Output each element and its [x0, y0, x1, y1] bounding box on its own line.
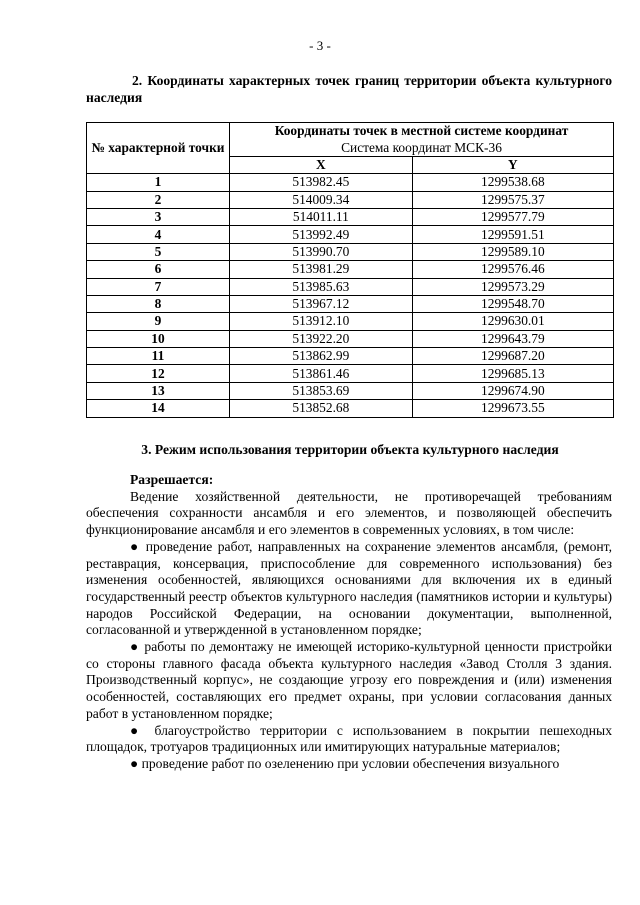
table-header-row: [87, 123, 614, 140]
y-cell: 1299687.20: [412, 348, 613, 365]
y-cell: 1299685.13: [412, 365, 613, 382]
x-cell: 513985.63: [230, 278, 413, 295]
table-row: [87, 382, 614, 399]
point-number-cell: 2: [87, 191, 230, 208]
x-cell: 513853.69: [230, 382, 413, 399]
y-cell: 1299573.29: [412, 278, 613, 295]
point-number-cell: 11: [87, 348, 230, 365]
table-row: [87, 261, 614, 278]
point-number-cell: 3: [87, 208, 230, 225]
y-cell: 1299538.68: [412, 174, 613, 191]
table-row: [87, 313, 614, 330]
y-cell: 1299673.55: [412, 400, 613, 417]
x-cell: 513922.20: [230, 330, 413, 347]
x-cell: 513990.70: [230, 243, 413, 260]
x-header: X: [230, 156, 413, 173]
point-number-cell: 7: [87, 278, 230, 295]
point-number-cell: 5: [87, 243, 230, 260]
table-row: [87, 400, 614, 417]
paragraph: ● проведение работ по озеленению при условии обеспечения визуального: [130, 755, 560, 771]
y-header: Y: [412, 156, 613, 173]
table-row: [87, 348, 614, 365]
allowed-label: Разрешается:: [130, 472, 214, 487]
point-number-cell: 1: [87, 174, 230, 191]
y-cell: 1299630.01: [412, 313, 613, 330]
y-cell: 1299548.70: [412, 295, 613, 312]
table-body: [87, 174, 614, 417]
y-cell: 1299577.79: [412, 208, 613, 225]
x-cell: 513967.12: [230, 295, 413, 312]
y-cell: 1299591.51: [412, 226, 613, 243]
x-cell: 513862.99: [230, 348, 413, 365]
y-cell: 1299643.79: [412, 330, 613, 347]
coordinate-system-label: Система координат МСК-36: [230, 139, 614, 156]
paragraph: ● благоустройство территории с использованием в покрытии пешеходных площадок, тротуаров традиционных или имитирующих натуральные материалов;: [86, 722, 612, 755]
point-number-cell: 9: [87, 313, 230, 330]
table-row: [87, 174, 614, 191]
table-row: [87, 191, 614, 208]
table-row: [87, 365, 614, 382]
x-cell: 513852.68: [230, 400, 413, 417]
table-row: [87, 243, 614, 260]
y-cell: 1299589.10: [412, 243, 613, 260]
page-number: - 3 -: [309, 38, 331, 53]
point-number-cell: 8: [87, 295, 230, 312]
x-cell: 514011.11: [230, 208, 413, 225]
x-cell: 513992.49: [230, 226, 413, 243]
point-number-cell: 13: [87, 382, 230, 399]
coordinates-header: Координаты точек в местной системе координат: [230, 123, 614, 140]
table-row: [87, 226, 614, 243]
point-number-cell: 14: [87, 400, 230, 417]
section-3-title: 3. Режим использования территории объекта культурного наследия: [141, 442, 559, 457]
point-number-cell: 12: [87, 365, 230, 382]
paragraph: Ведение хозяйственной деятельности, не противоречащей требованиям обеспечения сохранности ансамбля и его элементов, и позволяющей обеспечить функционирование ансамбля и его элементов в современных условиях, в том числе:: [86, 488, 612, 538]
y-cell: 1299575.37: [412, 191, 613, 208]
point-number-cell: 4: [87, 226, 230, 243]
x-cell: 513861.46: [230, 365, 413, 382]
table-row: [87, 330, 614, 347]
point-number-header: № характерной точки: [87, 123, 230, 174]
y-cell: 1299674.90: [412, 382, 613, 399]
table-row: [87, 208, 614, 225]
section-3-body: [86, 472, 612, 773]
paragraph: ● работы по демонтажу не имеющей историко-культурной ценности пристройки со стороны главного фасада объекта культурного наследия «Завод Столля 3 здания. Производственный корпус», не создающие угрозу его повреждения и (или) изменения особенностей, составляющих его предмет охраны, при условии согласования данных работ в установленном порядке;: [86, 639, 612, 721]
point-number-cell: 6: [87, 261, 230, 278]
table-row: [87, 278, 614, 295]
y-cell: 1299576.46: [412, 261, 613, 278]
section-2-title: 2. Координаты характерных точек границ территории объекта культурного наследия: [86, 73, 612, 105]
x-cell: 513981.29: [230, 261, 413, 278]
table-row: [87, 295, 614, 312]
x-cell: 513982.45: [230, 174, 413, 191]
x-cell: 513912.10: [230, 313, 413, 330]
point-number-cell: 10: [87, 330, 230, 347]
paragraph: ● проведение работ, направленных на сохранение элементов ансамбля, (ремонт, реставрация, консервация, приспособление для современного использования) без изменения особенностей, являющихся основаниями для включения их в единый государственный реестр объектов культурного наследия (памятников истории и культуры) народов Российской Федерации, на основании документации, выполненной, согласованной и утвержденной в установленном порядке;: [86, 538, 612, 638]
x-cell: 514009.34: [230, 191, 413, 208]
coordinates-table: [86, 122, 614, 418]
